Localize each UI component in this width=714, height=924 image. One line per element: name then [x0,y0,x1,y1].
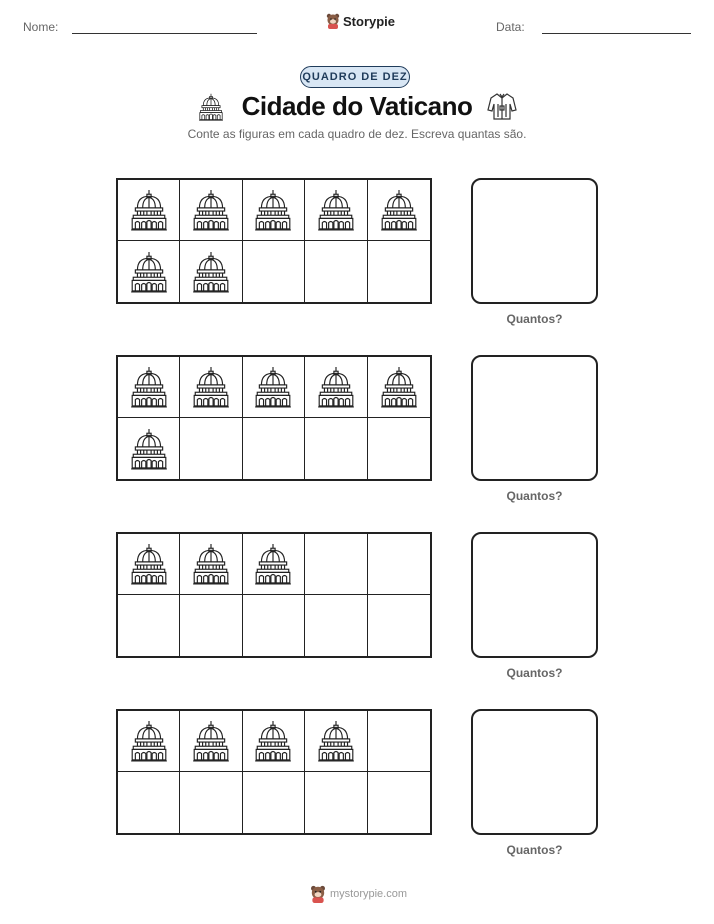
brand-name: Storypie [343,13,396,29]
ten-frame-cell [305,418,367,479]
ten-frame-cell [118,711,180,772]
ten-frame-cell [368,418,430,479]
bear-icon [326,13,340,29]
ten-frame-cell [243,418,305,479]
basilica-icon [192,251,230,293]
ten-frame-cell [243,772,305,833]
ten-frame-cell [368,534,430,595]
ten-frame-cell [305,357,367,418]
answer-label-1: Quantos? [506,312,563,326]
basilica-icon [380,366,418,408]
ten-frame-cell [305,772,367,833]
ten-frame-cell [180,241,242,302]
ten-frame-cell [368,180,430,241]
answer-box-1[interactable] [471,178,598,304]
ten-frame-cell [243,241,305,302]
answer-label-2: Quantos? [506,489,563,503]
ten-frame-cell [368,711,430,772]
ten-frame-cell [305,180,367,241]
ten-frame-cell [180,711,242,772]
ten-frame-cell [180,418,242,479]
basilica-icon [317,189,355,231]
ten-frame-cell [118,241,180,302]
answer-label-4: Quantos? [506,843,563,857]
basilica-icon [192,366,230,408]
ten-frame-2 [116,355,432,481]
basilica-icon [380,189,418,231]
ten-frame-cell [368,357,430,418]
ten-frame-cell [243,595,305,656]
basilica-icon [254,366,292,408]
ten-frame-cell [243,711,305,772]
ten-frame-3 [116,532,432,658]
ten-frame-cell [180,357,242,418]
date-label: Data: [496,20,525,34]
name-label: Nome: [23,20,59,34]
ten-frame-cell [305,711,367,772]
ten-frame-1 [116,178,432,304]
ten-frame-cell [305,534,367,595]
ten-frame-cell [243,180,305,241]
basilica-icon [130,251,168,293]
answer-box-3[interactable] [471,532,598,658]
ten-frame-cell [368,241,430,302]
ten-frame-cell [118,595,180,656]
instructions: Conte as figuras em cada quadro de dez. Escreva quantas são. [187,127,527,141]
basilica-icon [254,543,292,585]
answer-box-4[interactable] [471,709,598,835]
bear-icon [310,885,326,903]
basilica-icon [192,720,230,762]
basilica-icon [192,189,230,231]
ten-frame-cell [118,534,180,595]
footer-url[interactable]: mystorypie.com [330,888,408,900]
ten-frame-cell [243,357,305,418]
basilica-icon [254,189,292,231]
ten-frame-cell [368,595,430,656]
page-title: Cidade do Vaticano [241,91,473,121]
ten-frame-cell [180,772,242,833]
vestment-icon [486,90,518,122]
answer-box-2[interactable] [471,355,598,481]
worksheet-type-badge: QUADRO DE DEZ [300,66,410,88]
footer [310,885,407,903]
date-line[interactable] [542,33,691,34]
answer-label-3: Quantos? [506,666,563,680]
basilica-icon [130,428,168,470]
basilica-icon [130,366,168,408]
basilica-icon [130,720,168,762]
ten-frame-cell [180,534,242,595]
basilica-icon [130,189,168,231]
basilica-icon [130,543,168,585]
basilica-icon [254,720,292,762]
ten-frame-cell [305,241,367,302]
name-line[interactable] [72,33,257,34]
ten-frame-cell [368,772,430,833]
ten-frame-cell [118,180,180,241]
ten-frame-cell [305,595,367,656]
basilica-icon [317,366,355,408]
ten-frame-4 [116,709,432,835]
ten-frame-cell [243,534,305,595]
ten-frame-cell [118,418,180,479]
basilica-icon [192,543,230,585]
ten-frame-cell [118,357,180,418]
basilica-icon [317,720,355,762]
ten-frame-cell [118,772,180,833]
ten-frame-cell [180,180,242,241]
brand-logo [326,13,395,29]
ten-frame-cell [180,595,242,656]
